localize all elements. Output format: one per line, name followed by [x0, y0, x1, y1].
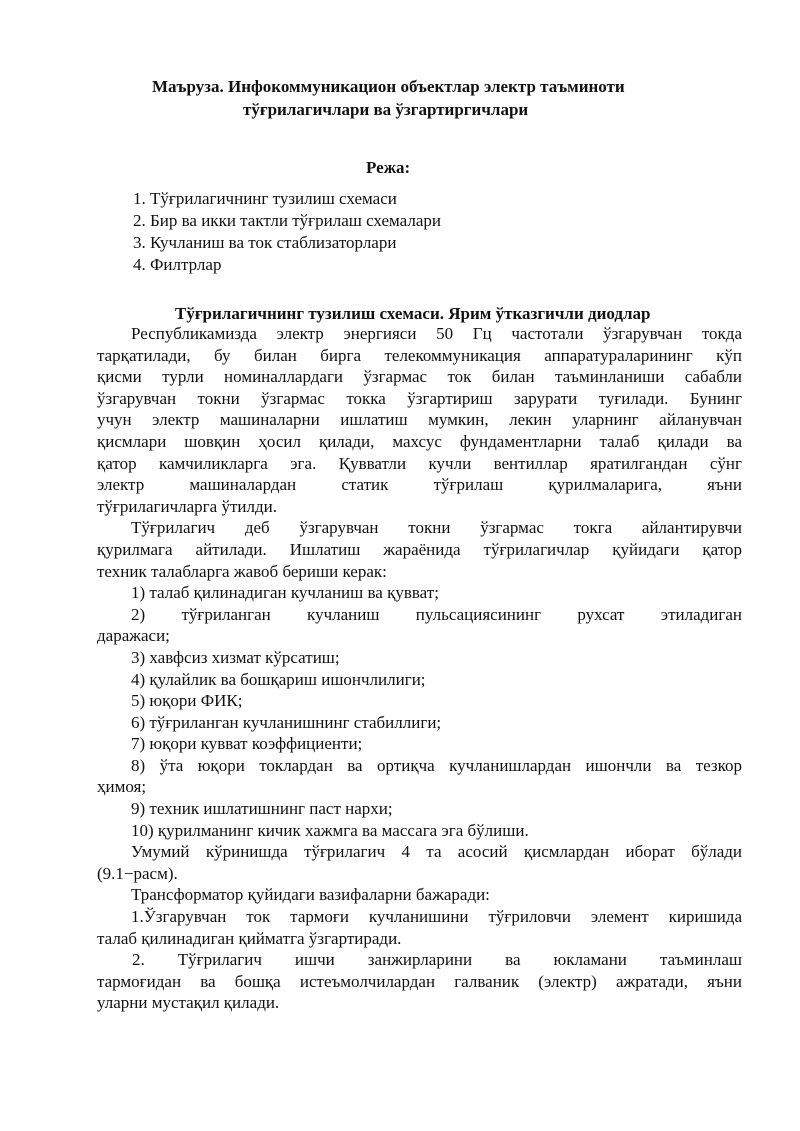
body-line: 2. Тўғрилагич ишчи занжирларини ва юкламани таъминлаш: [132, 950, 742, 970]
body-line: тарқатилади, бу билан бирга телекоммуникация аппаратураларининг кўп: [97, 345, 742, 365]
body-line: техник талабларга жавоб бериши керак:: [97, 561, 387, 581]
requirement-item: 3) хавфсиз хизмат кўрсатиш;: [131, 647, 340, 667]
plan-item: 3. Кучланиш ва ток стаблизаторлари: [133, 233, 397, 252]
lecture-title-line-1: Маъруза. Инфокоммуникацион объектлар электр таъминоти: [152, 77, 625, 96]
body-line: қурилмага айтилади. Ишлатиш жараёнида тўғрилагичлар қуйидаги қатор: [97, 539, 742, 559]
body-line: учун электр машиналарни ишлатиш мумкин, лекин уларнинг айланувчан: [97, 410, 742, 430]
body-line: талаб қилинадиган қийматга ўзгартиради.: [97, 928, 402, 948]
requirement-item: 10) қурилманинг кичик хажмга ва массага эга бўлиши.: [131, 820, 529, 840]
requirement-item: 7) юқори кувват коэффициенти;: [131, 734, 363, 754]
body-line: Трансформатор қуйидаги вазифаларни бажаради:: [131, 885, 490, 905]
body-line: ўзгарувчан токни ўзгармас токка ўзгартириш зарурати туғилади. Бунинг: [97, 388, 742, 408]
requirement-item: 1) талаб қилинадиган кучланиш ва қувват;: [131, 583, 439, 603]
body-line: (9.1−расм).: [97, 863, 178, 883]
body-line: Тўғрилагич деб ўзгарувчан токни ўзгармас токга айлантирувчи: [131, 518, 742, 538]
body-line: уларни мустақил қилади.: [97, 993, 280, 1013]
body-line: қисми турли номиналлардаги ўзгармас ток билан таъминланиши сабабли: [97, 367, 742, 387]
requirement-item: 5) юқори ФИК;: [131, 691, 243, 711]
plan-item: 4. Филтрлар: [133, 255, 222, 274]
plan-item: 2. Бир ва икки тактли тўғрилаш схемалари: [133, 211, 442, 230]
body-line: Республикамизда электр энергияси 50 Гц частотали ўзгарувчан токда: [131, 324, 742, 343]
body-line: қисмлари шовқин ҳосил қилади, махсус фундаментларни талаб қилади ва: [97, 431, 742, 451]
requirement-item: 9) техник ишлатишнинг паст нархи;: [131, 799, 393, 819]
requirement-item: 2) тўғриланган кучланиш пульсациясининг рухсат этиладиган: [131, 604, 742, 624]
body-line: Умумий кўринишда тўғрилагич 4 та асосий қисмлардан иборат бўлади: [131, 842, 742, 862]
plan-list: [133, 188, 441, 276]
body-line: 1.Ўзгарувчан ток тармоғи кучланишини тўғриловчи элемент киришида: [131, 907, 742, 927]
requirement-item-continuation: даражаси;: [97, 626, 170, 646]
body-line: тармоғидан ва бошқа истеъмолчилардан галваник (электр) ажратади, яъни: [97, 971, 742, 991]
body-line: қатор камчиликларга эга. Қувватли кучли вентиллар яратилгандан сўнг: [97, 453, 742, 473]
plan-item: 1. Тўғрилагичнинг тузилиш схемаси: [133, 189, 397, 208]
body-line: электр машиналардан статик тўғрилаш қурилмаларига, яъни: [97, 475, 742, 495]
requirement-item: 8) ўта юқори токлардан ва ортиқча кучланишлардан ишончли ва тезкор: [131, 755, 742, 775]
requirement-item: 4) қулайлик ва бошқариш ишончлилиги;: [131, 669, 426, 689]
requirement-item-continuation: ҳимоя;: [97, 777, 147, 797]
body-text: [97, 323, 742, 1014]
lecture-title-line-2: тўғрилагичлари ва ўзгартиргичлари: [243, 100, 529, 119]
section-heading: Тўғрилагичнинг тузилиш схемаси. Ярим ўтказгичли диодлар: [175, 304, 651, 323]
body-line: тўғрилагичларга ўтилди.: [97, 496, 277, 516]
plan-heading: Режа:: [366, 158, 411, 177]
requirement-item: 6) тўғриланган кучланишнинг стабиллиги;: [131, 712, 442, 732]
